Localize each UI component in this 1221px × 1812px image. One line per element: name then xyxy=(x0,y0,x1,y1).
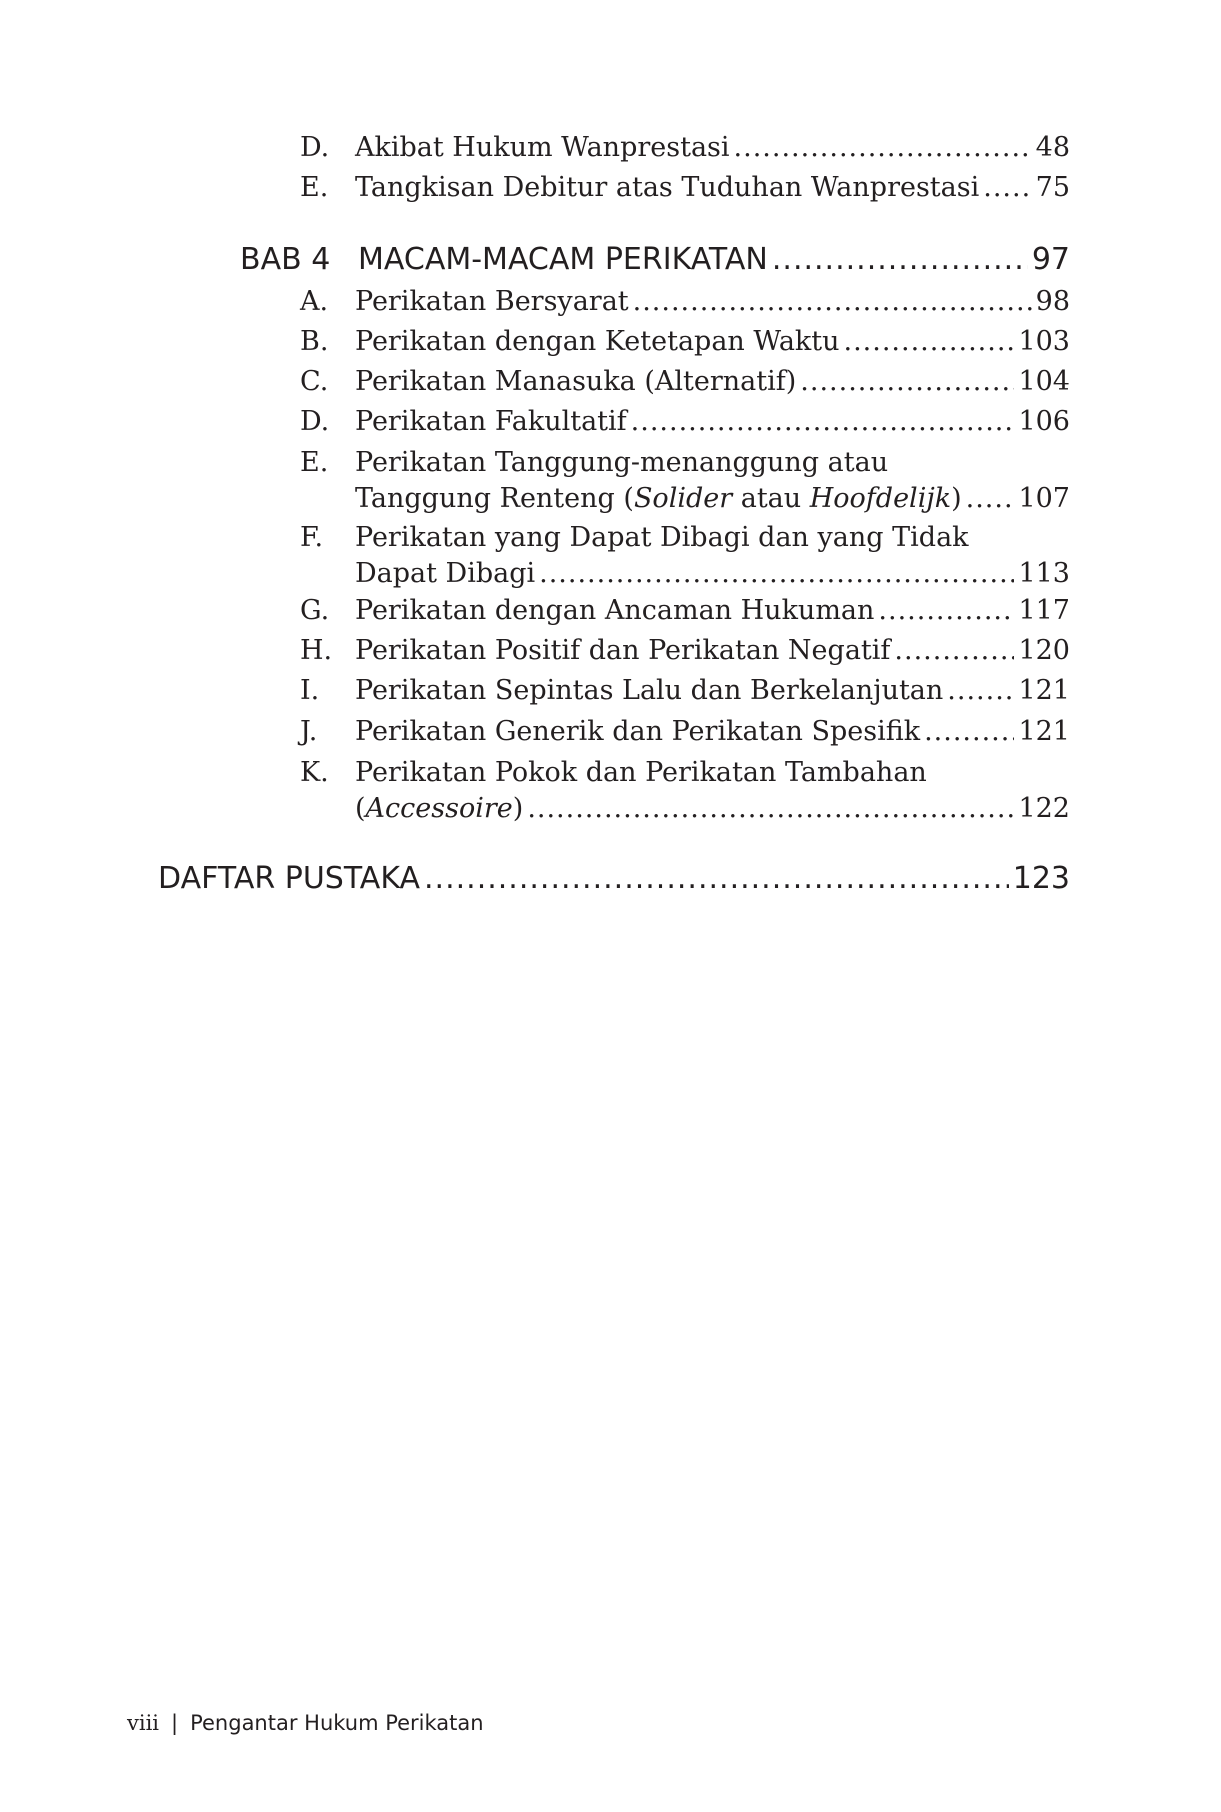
entry-title-line2 xyxy=(355,789,523,829)
entry-title: Perikatan Bersyarat xyxy=(355,286,629,317)
page-footer xyxy=(127,1709,484,1737)
entry-page: 121 xyxy=(1018,716,1070,747)
entry-letter: D. xyxy=(300,132,330,163)
entry-title: Tangkisan Debitur atas Tuduhan Wanprestasi xyxy=(355,172,980,203)
dot-leader xyxy=(424,857,1009,901)
entry-title: Akibat Hukum Wanprestasi xyxy=(355,132,730,163)
dot-leader xyxy=(539,554,1014,594)
dot-leader xyxy=(800,362,1014,402)
dot-leader xyxy=(527,789,1014,829)
dot-leader xyxy=(633,282,1032,322)
entry-page: 106 xyxy=(1018,406,1070,437)
dot-leader xyxy=(924,712,1014,752)
bibliography-title: DAFTAR PUSTAKA xyxy=(158,861,421,896)
entry-letter: K. xyxy=(300,757,329,788)
entry-page: 75 xyxy=(1035,172,1070,203)
entry-title: Perikatan Generik dan Perikatan Spesifik xyxy=(355,716,921,747)
footer-separator: | xyxy=(171,1711,179,1735)
dot-leader xyxy=(844,322,1015,362)
toc-entry-d[interactable] xyxy=(300,128,1070,168)
entry-title-line2: Dapat Dibagi xyxy=(355,558,536,589)
entry-page: 113 xyxy=(1018,558,1070,589)
entry-page: 120 xyxy=(1018,635,1070,666)
entry-letter: H. xyxy=(300,635,333,666)
dot-leader xyxy=(894,631,1014,671)
toc-chapter-4[interactable] xyxy=(240,238,1070,282)
toc-bibliography[interactable] xyxy=(158,857,1070,901)
entry-page: 122 xyxy=(1018,793,1070,824)
chapter-page: 97 xyxy=(1031,242,1070,277)
text-run: ) xyxy=(951,483,962,514)
chapter-number: BAB 4 xyxy=(240,242,331,277)
dot-leader xyxy=(966,479,1015,519)
entry-page: 104 xyxy=(1018,366,1070,397)
chapter-title: MACAM-MACAM PERIKATAN xyxy=(358,242,768,277)
toc-entry-g[interactable] xyxy=(300,591,1070,631)
toc-entry-c[interactable] xyxy=(300,362,1070,402)
entry-letter: G. xyxy=(300,595,330,626)
entry-title-line2 xyxy=(355,479,962,519)
entry-page: 107 xyxy=(1018,483,1070,514)
dot-leader xyxy=(947,671,1014,711)
dot-leader xyxy=(734,128,1032,168)
entry-title: Perikatan Positif dan Perikatan Negatif xyxy=(355,635,891,666)
entry-page: 117 xyxy=(1018,595,1070,626)
dot-leader xyxy=(878,591,1014,631)
entry-page: 98 xyxy=(1035,286,1070,317)
entry-title-line1: Perikatan Pokok dan Perikatan Tambahan xyxy=(355,757,927,788)
entry-page: 121 xyxy=(1018,675,1070,706)
entry-letter: F. xyxy=(300,522,324,553)
entry-title-line1: Perikatan Tanggung-menanggung atau xyxy=(355,447,889,478)
entry-letter: J. xyxy=(300,716,318,747)
toc-entry-b[interactable] xyxy=(300,322,1070,362)
page-number: viii xyxy=(127,1711,160,1735)
dot-leader xyxy=(631,402,1015,442)
entry-page: 48 xyxy=(1035,132,1070,163)
toc-entry-d2[interactable] xyxy=(300,402,1070,442)
entry-letter: E. xyxy=(300,172,329,203)
toc-entry-e2[interactable] xyxy=(300,443,1070,519)
entry-letter: I. xyxy=(300,675,320,706)
entry-letter: D. xyxy=(300,406,330,437)
entry-page: 103 xyxy=(1018,326,1070,357)
italic-term: Solider xyxy=(633,483,733,514)
dot-leader xyxy=(983,168,1031,208)
toc-entry-h[interactable] xyxy=(300,631,1070,671)
entry-title: Perikatan dengan Ketetapan Waktu xyxy=(355,326,840,357)
toc-entry-j[interactable] xyxy=(300,712,1070,752)
toc-entry-i[interactable] xyxy=(300,671,1070,711)
entry-letter: E. xyxy=(300,447,329,478)
dot-leader xyxy=(772,238,1028,282)
text-run: atau xyxy=(732,483,810,514)
entry-letter: A. xyxy=(300,286,329,317)
toc-entry-k[interactable] xyxy=(300,753,1070,829)
italic-term: Hoofdelijk xyxy=(809,483,952,514)
entry-title: Perikatan Fakultatif xyxy=(355,406,627,437)
entry-title-line1: Perikatan yang Dapat Dibagi dan yang Tidak xyxy=(355,522,969,553)
entry-title: Perikatan Sepintas Lalu dan Berkelanjutan xyxy=(355,675,944,706)
italic-term: Accessoire xyxy=(365,793,513,824)
entry-letter: B. xyxy=(300,326,329,357)
entry-letter: C. xyxy=(300,366,329,397)
toc-entry-f[interactable] xyxy=(300,518,1070,594)
entry-title: Perikatan Manasuka (Alternatif) xyxy=(355,366,797,397)
toc-entry-a[interactable] xyxy=(300,282,1070,322)
running-title: Pengantar Hukum Perikatan xyxy=(190,1711,484,1735)
text-run: ( xyxy=(355,793,366,824)
toc-entry-e[interactable] xyxy=(300,168,1070,208)
bibliography-page: 123 xyxy=(1012,861,1070,896)
entry-title: Perikatan dengan Ancaman Hukuman xyxy=(355,595,875,626)
text-run: ) xyxy=(512,793,524,824)
text-run: Tanggung Renteng ( xyxy=(355,483,634,514)
